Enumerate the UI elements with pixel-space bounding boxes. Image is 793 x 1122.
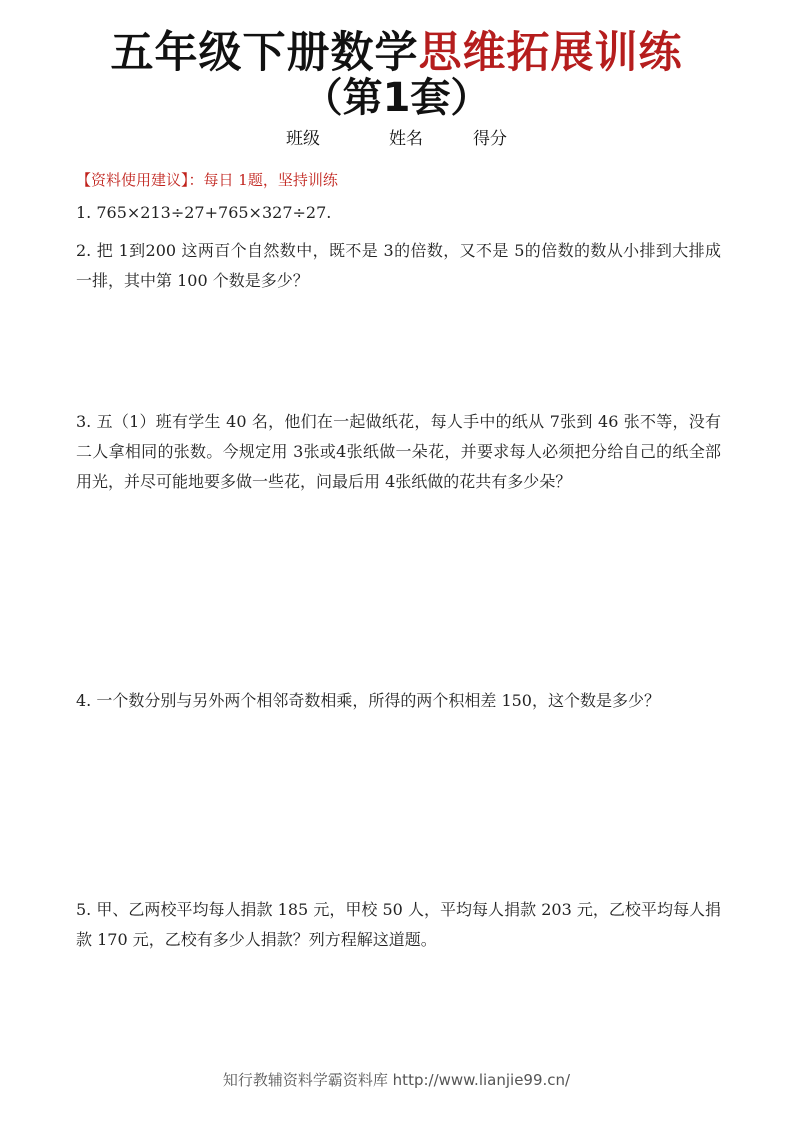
footer-watermark: 知行教辅资料学霸资料库 http://www.lianjie99.cn/ xyxy=(222,1071,571,1089)
name-field-label: 姓名 xyxy=(389,129,423,149)
question-2: 2. 把 1到200 这两百个自然数中，既不是 3的倍数，又不是 5的倍数的数从小排到大排成一排，其中第 100 个数是多少？ xyxy=(76,241,721,290)
page-title xyxy=(0,28,793,78)
title-red-part: 思维拓展训练 xyxy=(418,28,683,78)
question-3: 3. 五（1）班有学生 40 名，他们在一起做纸花，每人手中的纸从 7张到 46 张不等，没有二人拿相同的张数。今规定用 3张或4张纸做一朵花，并要求每人必须把分给自己的纸全部用光，并尽可能地要多做一些花，问最后用 4张纸做的花共有多少朵？ xyxy=(76,412,721,491)
question-1: 1. 765×213÷27+765×327÷27. xyxy=(76,203,332,222)
title-black-part: 五年级下册数学 xyxy=(110,28,419,78)
question-5: 5. 甲、乙两校平均每人捐款 185 元，甲校 50 人，平均每人捐款 203 元，乙校平均每人捐款 170 元，乙校有多少人捐款？列方程解这道题。 xyxy=(76,900,721,949)
page-subtitle: （第1套） xyxy=(302,75,491,121)
question-4: 4. 一个数分别与另外两个相邻奇数相乘，所得的两个积相差 150，这个数是多少？ xyxy=(76,691,660,710)
score-field-label: 得分 xyxy=(473,129,507,149)
usage-tip: 【资料使用建议】：每日 1题，坚持训练 xyxy=(76,171,338,189)
class-field-label: 班级 xyxy=(286,129,320,149)
